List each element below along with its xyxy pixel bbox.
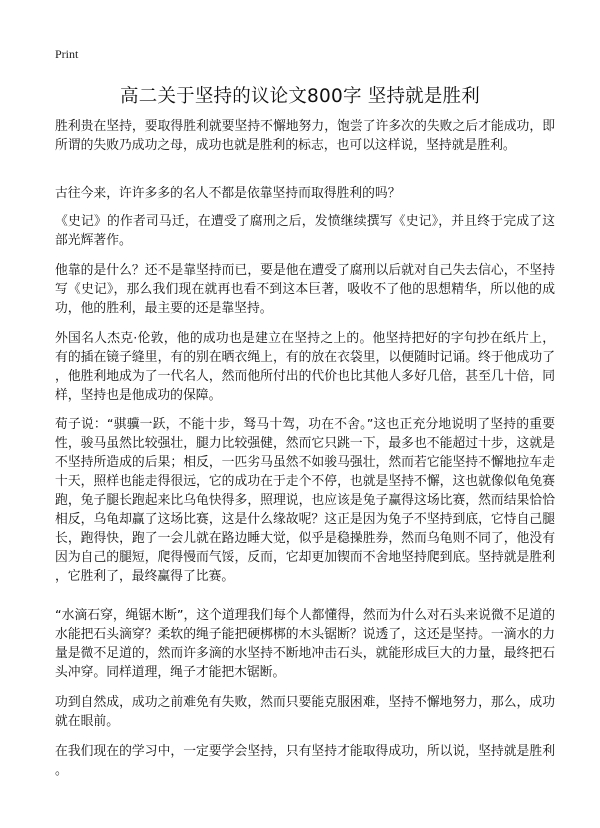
paragraph-2: 古往今来，许许多多的名人不都是依靠坚持而取得胜利的吗？ — [55, 186, 401, 201]
paragraph-3: 《史记》的作者司马迁，在遭受了腐刑之后，发愤继续撰写《史记》，并且终于完成了这部光辉著作。 — [55, 214, 555, 248]
paragraph-1: 胜利贵在坚持，要取得胜利就要坚持不懈地努力，饱尝了许多次的失败之后才能成功，即所谓的失败乃成功之母，成功也就是胜利的标志，也可以这样说，坚持就是胜利。 — [55, 119, 555, 153]
paragraph-4: 他靠的是什么？还不是靠坚持而已，要是他在遭受了腐刑以后就对自己失去信心，不坚持写《史记》，那么我们现在就再也看不到这本巨著，吸收不了他的思想精华，所以他的成功，他的胜利，最主要的还是靠坚持。 — [55, 263, 555, 316]
paragraph-8: 功到自然成，成功之前难免有失败，然而只要能克服困难，坚持不懈地努力，那么，成功就在眼前。 — [55, 695, 555, 729]
paragraph-7: “水滴石穿，绳锯木断”，这个道理我们每个人都懂得，然而为什么对石头来说微不足道的水能把石头滴穿？柔软的绳子能把硬梆梆的木头锯断？说透了，这还是坚持。一滴水的力量是微不足道的，然而许多滴的水坚持不断地冲击石头，就能形成巨大的力量，最终把石头冲穿。同样道理，绳子才能把木锯断。 — [55, 608, 555, 680]
print-link[interactable]: Print — [55, 47, 79, 61]
paragraph-5: 外国名人杰克·伦敦，他的成功也是建立在坚持之上的。他坚持把好的字句抄在纸片上，有的插在镜子缝里，有的别在晒衣绳上，有的放在衣袋里，以便随时记诵。终于他成功了，他胜利地成为了一代名人，然而他所付出的代价也比其他人多好几倍，甚至几十倍，同样，坚持也是他成功的保障。 — [55, 331, 555, 403]
paragraph-6: 荀子说：“骐骥一跃，不能十步，驽马十驾，功在不舍。”这也正充分地说明了坚持的重要性，骏马虽然比较强壮，腿力比较强健，然而它只跳一下，最多也不能超过十步，这就是不坚持所造成的后果；相反，一匹劣马虽然不如骏马强壮，然而若它能坚持不懈地拉车走十天，照样也能走得很远，它的成功在于走个不停，也就是坚持不懈，这也就像似龟兔赛跑，兔子腿长跑起来比乌龟快得多，照理说，也应该是兔子赢得这场比赛，然而结果恰恰相反，乌龟却赢了这场比赛，这是什么缘故呢？这正是因为兔子不坚持到底，它恃自己腿长，跑得快，跑了一会儿就在路边睡大觉，似乎是稳操胜券，然而乌龟则不同了，他没有因为自己的腿短，爬得慢而气馁，反而，它却更加锲而不舍地坚持爬到底。坚持就是胜利，它胜利了，最终赢得了比赛。 — [55, 417, 555, 584]
page-title: 高二关于坚持的议论文800字 坚持就是胜利 — [120, 86, 480, 107]
paragraph-9: 在我们现在的学习中，一定要学会坚持，只有坚持才能取得成功，所以说，坚持就是胜利。 — [55, 744, 555, 778]
